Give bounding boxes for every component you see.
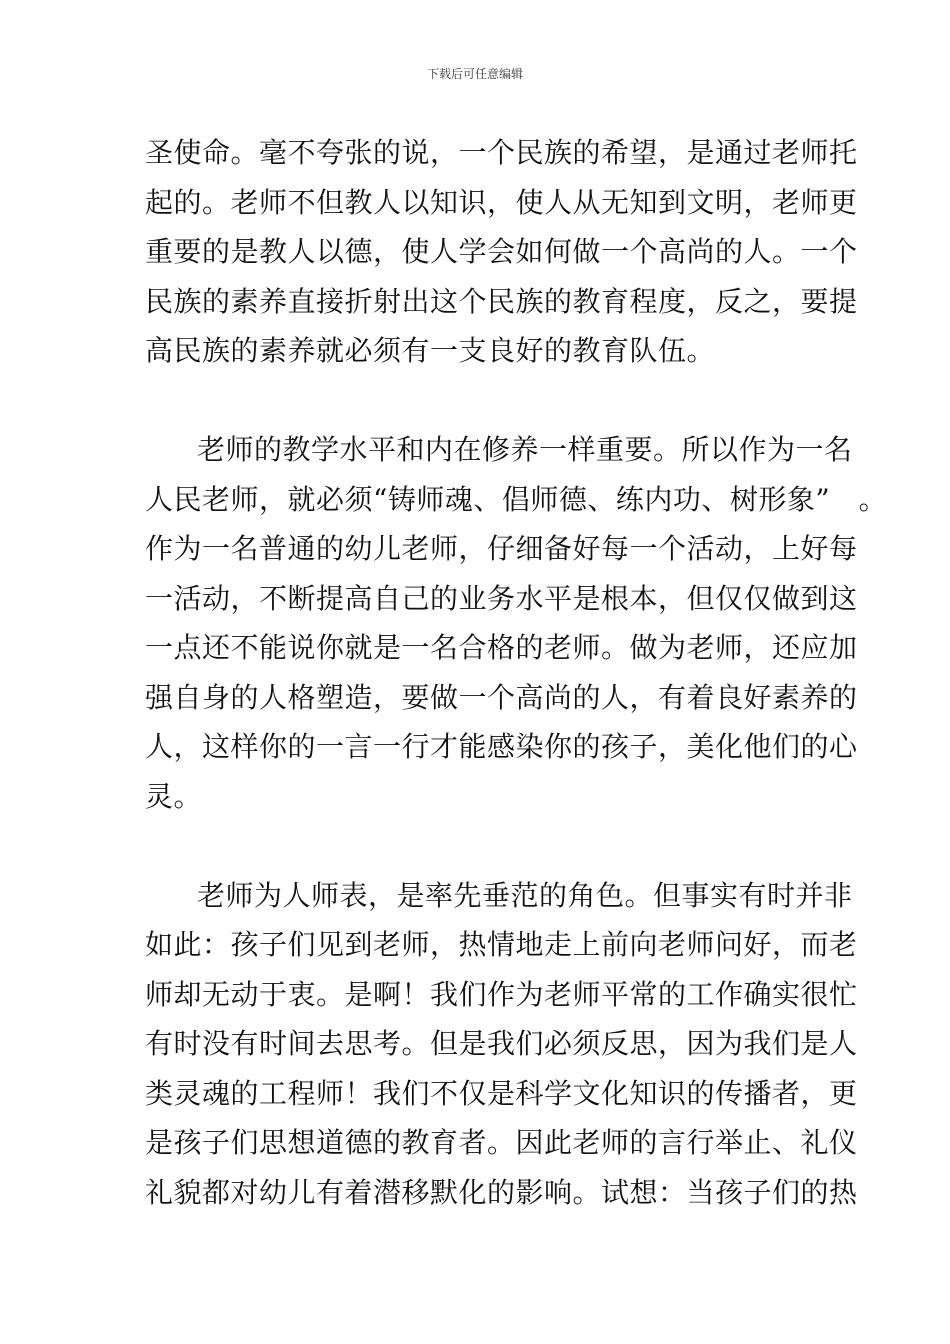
paragraph-line: 礼貌都对幼儿有着潜移默化的影响。试想：当孩子们的热 xyxy=(145,1175,858,1209)
paragraph-line: 一点还不能说你就是一名合格的老师。做为老师，还应加 xyxy=(145,631,858,664)
paragraph-line: 老师为人师表，是率先垂范的角色。但事实有时并非 xyxy=(197,878,853,912)
paragraph-line: 灵。 xyxy=(145,779,203,813)
paragraph-line: 重要的是教人以德，使人学会如何做一个高尚的人。一个 xyxy=(145,235,858,268)
paragraph-line: 是孩子们思想道德的教育者。因此老师的言行举止、礼仪 xyxy=(145,1126,858,1159)
paragraph-2 xyxy=(145,425,888,821)
paragraph-line: 人，这样你的一言一行才能感染你的孩子，美化他们的心 xyxy=(145,730,858,763)
paragraph-gap xyxy=(145,821,825,871)
page-header: 下载后可任意编辑 xyxy=(426,67,523,81)
paragraph-line: 师却无动于衷。是啊！我们作为老师平常的工作确实很忙 xyxy=(145,977,858,1011)
paragraph-line: 人民老师，就必须“铸师魂、倡师德、练内功、树形象” 。 xyxy=(145,482,888,516)
paragraph-line: 一活动，不断提高自己的业务水平是根本，但仅仅做到这 xyxy=(145,581,858,615)
paragraph-line: 如此：孩子们见到老师，热情地走上前向老师问好，而老 xyxy=(145,928,858,961)
paragraph-line: 作为一名普通的幼儿老师，仔细备好每一个活动，上好每 xyxy=(145,532,858,565)
paragraph-line: 有时没有时间去思考。但是我们必须反思，因为我们是人 xyxy=(145,1027,858,1060)
document-body xyxy=(145,128,888,1217)
paragraph-gap xyxy=(145,376,825,426)
paragraph-line: 圣使命。毫不夸张的说，一个民族的希望，是通过老师托 xyxy=(145,136,858,169)
paragraph-line: 高民族的素养就必须有一支良好的教育队伍。 xyxy=(145,334,716,367)
paragraph-line: 类灵魂的工程师！我们不仅是科学文化知识的传播者，更 xyxy=(145,1076,858,1110)
paragraph-1 xyxy=(145,128,858,376)
paragraph-line: 民族的素养直接折射出这个民族的教育程度，反之，要提 xyxy=(145,284,858,318)
paragraph-line: 起的。老师不但教人以知识，使人从无知到文明，老师更 xyxy=(145,185,858,219)
paragraph-3 xyxy=(145,871,858,1218)
paragraph-line: 老师的教学水平和内在修养一样重要。所以作为一名 xyxy=(197,433,853,466)
paragraph-line: 强自身的人格塑造，要做一个高尚的人，有着良好素养的 xyxy=(145,680,858,714)
